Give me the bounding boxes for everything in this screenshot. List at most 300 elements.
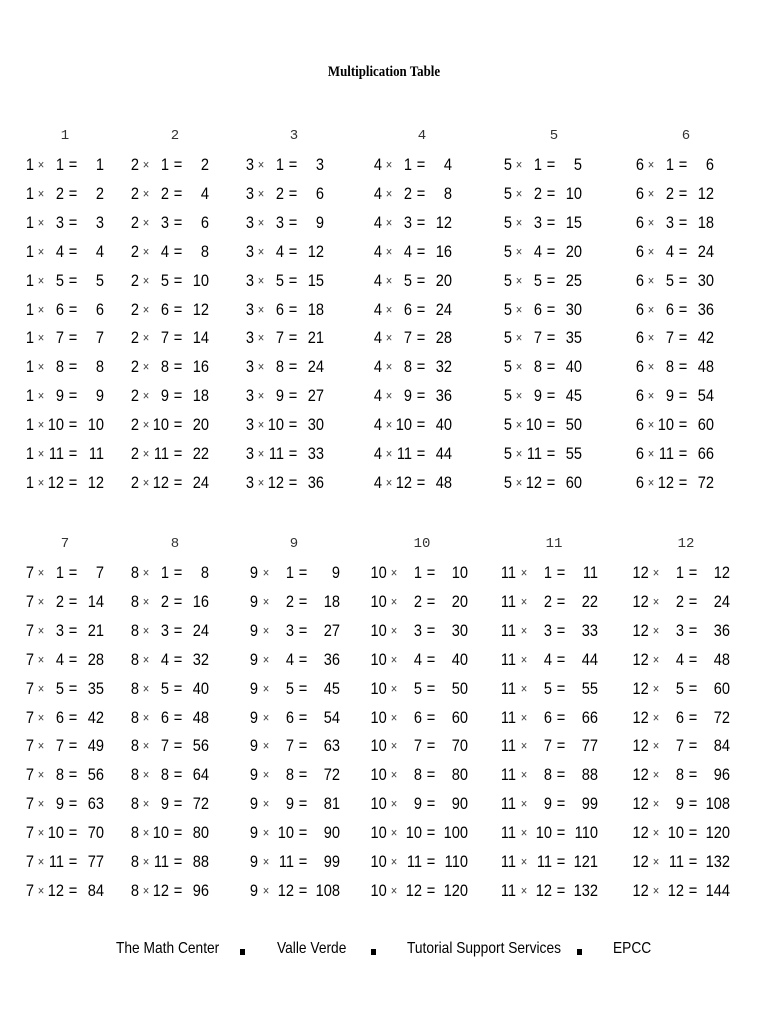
table-row [630,182,750,206]
multiplicand: 12 [632,620,649,640]
table-row [498,734,618,758]
multiplicand: 9 [249,794,258,814]
equals-sign: = [688,736,698,756]
table-row [125,182,245,206]
table-row [498,561,618,585]
table-row [20,269,140,293]
product: 3 [95,212,104,232]
equals-sign: = [688,649,698,669]
multiplicand: 10 [370,880,387,900]
table-header [240,536,360,556]
multiplicand: 4 [373,357,382,377]
multiplier: 1 [55,155,64,174]
table-row [368,763,488,787]
multiplier: 9 [285,794,294,814]
times-sign: × [652,565,660,580]
multiplier: 8 [55,765,64,785]
product: 99 [323,852,340,871]
product: 12 [697,183,714,203]
multiplicand: 10 [370,563,387,582]
multiplier: 11 [153,444,169,463]
equals-sign: = [678,183,688,203]
multiplicand: 9 [249,620,258,640]
product: 14 [87,591,104,611]
table-header-number: 6 [681,128,691,144]
multiplicand: 10 [370,678,387,698]
table-row [368,153,488,177]
multiplier: 10 [395,415,412,435]
multiplier: 7 [665,328,674,348]
multiplicand: 11 [500,563,516,582]
times-sign: × [262,796,270,812]
multiplicand: 11 [500,823,516,843]
multiplicand: 10 [370,649,387,669]
multiplier: 2 [160,183,169,203]
product: 48 [697,357,714,377]
times-table-5 [498,128,618,508]
multiplier: 11 [278,852,294,871]
product: 30 [451,620,468,640]
table-row [630,269,750,293]
multiplicand: 9 [249,852,258,871]
times-sign: × [385,301,393,317]
multiplicand: 7 [25,591,34,611]
product: 56 [87,765,104,785]
equals-sign: = [298,794,308,814]
times-sign: × [257,214,265,230]
multiplicand: 1 [25,386,34,406]
times-sign: × [257,359,265,375]
multiplicand: 12 [632,591,649,611]
equals-sign: = [426,707,436,727]
multiplier: 12 [152,880,169,900]
table-row [125,355,245,379]
table-row [498,153,618,177]
times-sign: × [142,388,150,404]
table-row [368,182,488,206]
product: 22 [581,591,598,611]
multiplier: 8 [675,765,684,785]
multiplicand: 2 [130,386,139,406]
multiplicand: 7 [25,707,34,727]
product: 16 [192,591,209,611]
times-sign: × [142,474,150,490]
product: 144 [705,880,730,900]
equals-sign: = [68,183,78,203]
equals-sign: = [416,183,426,203]
table-row [368,384,488,408]
times-sign: × [142,680,150,696]
times-sign: × [142,185,150,201]
product: 2 [200,155,209,174]
times-sign: × [647,301,655,317]
multiplier: 1 [160,563,169,582]
equals-sign: = [173,212,183,232]
multiplicand: 10 [370,852,387,871]
table-row [498,648,618,672]
times-sign: × [385,214,393,230]
multiplicand: 9 [249,591,258,611]
multiplicand: 1 [25,444,34,463]
multiplicand: 4 [373,183,382,203]
multiplier: 6 [55,707,64,727]
product: 55 [581,678,598,698]
table-row [20,182,140,206]
equals-sign: = [298,823,308,843]
multiplicand: 6 [635,386,644,406]
multiplicand: 3 [245,270,254,290]
equals-sign: = [173,736,183,756]
times-sign: × [262,709,270,725]
equals-sign: = [288,357,298,377]
multiplicand: 1 [25,299,34,319]
table-row [368,211,488,235]
multiplier: 2 [55,591,64,611]
times-table-10 [368,536,488,916]
multiplicand: 2 [130,299,139,319]
multiplicand: 8 [130,765,139,785]
multiplier: 5 [160,678,169,698]
table-header [498,536,618,556]
multiplier: 9 [275,386,284,406]
multiplicand: 8 [130,852,139,871]
equals-sign: = [68,620,78,640]
multiplicand: 1 [25,155,34,174]
multiplicand: 6 [635,183,644,203]
times-sign: × [647,243,655,259]
times-sign: × [515,243,523,259]
multiplicand: 4 [373,386,382,406]
multiplicand: 9 [249,563,258,582]
multiplicand: 7 [25,649,34,669]
times-sign: × [37,709,45,725]
multiplicand: 10 [370,591,387,611]
times-sign: × [142,593,150,609]
product: 60 [697,415,714,435]
times-table-4 [368,128,488,508]
times-sign: × [647,330,655,346]
product: 6 [315,183,324,203]
product: 44 [581,649,598,669]
multiplier: 1 [403,155,412,174]
product: 8 [200,241,209,261]
product: 72 [192,794,209,814]
product: 6 [200,212,209,232]
multiplicand: 3 [245,299,254,319]
multiplier: 12 [152,472,169,492]
times-sign: × [142,301,150,317]
multiplicand: 3 [245,155,254,174]
multiplicand: 5 [503,415,512,435]
product: 5 [573,155,582,174]
equals-sign: = [546,386,556,406]
multiplier: 9 [533,386,542,406]
multiplicand: 4 [373,299,382,319]
multiplicand: 7 [25,880,34,900]
multiplicand: 7 [25,765,34,785]
product: 4 [200,183,209,203]
table-row [240,590,360,614]
product: 60 [451,707,468,727]
table-row [240,153,360,177]
table-row [630,442,750,466]
equals-sign: = [173,707,183,727]
times-table-2 [125,128,245,508]
table-section-2 [0,536,768,916]
equals-sign: = [546,357,556,377]
equals-sign: = [416,270,426,290]
product: 70 [87,823,104,843]
multiplicand: 5 [503,472,512,492]
table-row [630,355,750,379]
multiplicand: 4 [373,415,382,435]
table-row [240,850,360,874]
multiplicand: 2 [130,212,139,232]
product: 50 [565,415,582,435]
multiplier: 1 [275,155,284,174]
table-row [20,413,140,437]
multiplicand: 1 [25,212,34,232]
product: 24 [697,241,714,261]
multiplier: 4 [160,241,169,261]
table-row [498,619,618,643]
equals-sign: = [288,415,298,435]
equals-sign: = [688,794,698,814]
equals-sign: = [288,328,298,348]
times-sign: × [515,417,523,433]
multiplier: 6 [160,707,169,727]
multiplier: 3 [413,620,422,640]
equals-sign: = [678,444,688,463]
equals-sign: = [416,212,426,232]
multiplicand: 11 [500,794,516,814]
equals-sign: = [173,472,183,492]
product: 24 [192,620,209,640]
multiplier: 12 [267,472,284,492]
product: 72 [323,765,340,785]
table-row [125,561,245,585]
multiplier: 2 [543,591,552,611]
product: 18 [192,386,209,406]
table-row [20,561,140,585]
times-sign: × [520,825,528,841]
table-row [240,384,360,408]
times-sign: × [652,709,660,725]
multiplicand: 2 [130,270,139,290]
equals-sign: = [556,765,566,785]
table-row [125,590,245,614]
times-table-9 [240,536,360,916]
multiplicand: 5 [503,444,512,463]
product: 28 [435,328,452,348]
table-header [630,536,750,556]
multiplicand: 5 [503,270,512,290]
product: 72 [697,472,714,492]
table-row [240,471,360,495]
equals-sign: = [688,620,698,640]
multiplier: 5 [160,270,169,290]
times-sign: × [142,272,150,288]
equals-sign: = [298,678,308,698]
product: 24 [307,357,324,377]
multiplier: 4 [55,241,64,261]
multiplier: 3 [543,620,552,640]
times-sign: × [515,474,523,490]
multiplier: 9 [160,386,169,406]
times-sign: × [647,474,655,490]
equals-sign: = [173,649,183,669]
multiplier: 12 [657,472,674,492]
times-sign: × [390,854,398,869]
times-sign: × [37,796,45,812]
table-header-number: 11 [545,536,563,552]
table-row [125,269,245,293]
product: 77 [581,736,598,756]
multiplier: 9 [55,386,64,406]
table-row [498,706,618,730]
equals-sign: = [426,794,436,814]
table-header [20,536,140,556]
times-sign: × [652,622,660,638]
product: 7 [95,328,104,348]
times-sign: × [142,157,150,172]
multiplier: 11 [48,852,64,871]
equals-sign: = [173,563,183,582]
product: 35 [565,328,582,348]
table-row [368,471,488,495]
table-row [498,821,618,845]
table-row [368,706,488,730]
product: 90 [323,823,340,843]
multiplicand: 4 [373,270,382,290]
multiplier: 10 [667,823,684,843]
table-row [240,298,360,322]
table-row [630,153,750,177]
multiplicand: 1 [25,328,34,348]
multiplicand: 8 [130,620,139,640]
multiplicand: 5 [503,155,512,174]
times-sign: × [647,272,655,288]
product: 5 [95,270,104,290]
product: 110 [574,823,598,843]
equals-sign: = [688,707,698,727]
equals-sign: = [68,386,78,406]
equals-sign: = [68,472,78,492]
multiplicand: 7 [25,852,34,871]
multiplier: 7 [55,328,64,348]
multiplicand: 7 [25,678,34,698]
equals-sign: = [678,415,688,435]
product: 96 [192,880,209,900]
square-bullet-icon [240,949,245,955]
table-row [125,706,245,730]
times-sign: × [390,709,398,725]
times-table-8 [125,536,245,916]
multiplier: 3 [533,212,542,232]
product: 30 [697,270,714,290]
times-sign: × [647,214,655,230]
table-row [498,677,618,701]
table-row [630,734,750,758]
multiplier: 10 [152,823,169,843]
equals-sign: = [173,155,183,174]
table-row [498,182,618,206]
multiplier: 12 [47,472,64,492]
table-header [240,128,360,148]
table-row [368,734,488,758]
times-sign: × [647,388,655,404]
multiplicand: 8 [130,591,139,611]
table-row [20,821,140,845]
equals-sign: = [426,765,436,785]
product: 100 [443,823,468,843]
multiplicand: 8 [130,823,139,843]
multiplier: 5 [285,678,294,698]
equals-sign: = [688,823,698,843]
multiplicand: 2 [130,183,139,203]
product: 15 [565,212,582,232]
product: 6 [705,155,714,174]
table-row [20,619,140,643]
table-row [630,298,750,322]
multiplier: 11 [536,852,552,871]
times-sign: × [385,157,393,172]
equals-sign: = [426,563,436,582]
equals-sign: = [68,299,78,319]
table-row [368,648,488,672]
multiplier: 3 [675,620,684,640]
equals-sign: = [298,620,308,640]
equals-sign: = [688,563,698,582]
product: 25 [565,270,582,290]
product: 110 [444,852,468,871]
table-row [125,792,245,816]
multiplier: 2 [275,183,284,203]
equals-sign: = [678,212,688,232]
equals-sign: = [416,299,426,319]
table-row [20,706,140,730]
times-sign: × [520,767,528,783]
product: 120 [705,823,730,843]
multiplier: 11 [153,852,169,871]
product: 10 [87,415,104,435]
table-row [240,211,360,235]
equals-sign: = [678,386,688,406]
equals-sign: = [556,823,566,843]
table-row [368,355,488,379]
equals-sign: = [288,444,298,463]
table-header [498,128,618,148]
table-header [368,128,488,148]
times-sign: × [390,651,398,667]
equals-sign: = [426,620,436,640]
times-sign: × [652,796,660,812]
table-row [498,240,618,264]
multiplier: 6 [665,299,674,319]
product: 21 [87,620,104,640]
multiplier: 8 [543,765,552,785]
table-row [20,792,140,816]
multiplier: 6 [543,707,552,727]
table-row [368,850,488,874]
multiplier: 6 [533,299,542,319]
equals-sign: = [546,472,556,492]
equals-sign: = [173,852,183,871]
product: 7 [95,563,104,582]
multiplicand: 3 [245,357,254,377]
times-sign: × [37,185,45,201]
multiplicand: 8 [130,649,139,669]
